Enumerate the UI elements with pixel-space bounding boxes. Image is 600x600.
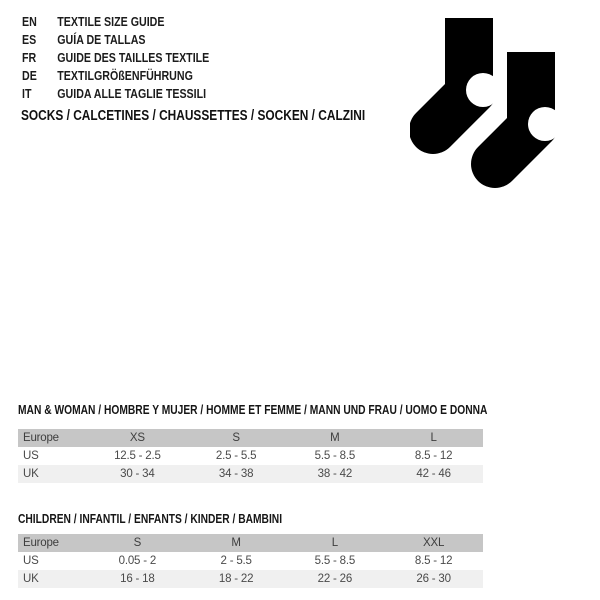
column-header-size: M [286,429,385,447]
size-value-cell: 12.5 - 2.5 [114,450,161,462]
size-value-cell: 2.5 - 5.5 [215,450,257,462]
size-value-cell: 5.5 - 8.5 [314,450,356,462]
language-code: DE [22,68,37,83]
size-value-cell: 16 - 18 [88,570,187,588]
section-title: MAN & WOMAN / HOMBRE Y MUJER / HOMME ET FEMME / MANN UND FRAU / UOMO E DONNA [18,403,488,417]
language-label: GUIDE DES TAILLES TEXTILE [57,50,210,65]
column-header-region: Europe [18,429,88,447]
region-label-cell: US [23,450,39,462]
language-title-list [22,13,209,103]
region-label-cell: UK [18,570,88,588]
language-code: EN [22,14,37,29]
size-table-man-woman [18,429,483,483]
language-row [22,85,209,103]
language-row [22,67,209,85]
sock-left-icon [433,18,500,130]
column-header-size: L [384,429,483,447]
table-row-us [18,552,483,570]
region-label-cell: UK [18,465,88,483]
language-label: GUÍA DE TALLAS [57,32,146,47]
column-header-size: XS [88,429,187,447]
region-label-cell: US [23,555,39,567]
size-value-cell: 8.5 - 12 [414,450,453,462]
size-value-cell: 26 - 30 [384,570,483,588]
size-value-cell: 5.5 - 8.5 [314,555,356,567]
sock-right-icon [495,52,560,164]
size-value-cell: 42 - 46 [384,465,483,483]
table-row-uk [18,465,483,483]
column-header-size: S [88,534,187,552]
size-value-cell: 30 - 34 [88,465,187,483]
column-header-size: M [187,534,286,552]
language-row [22,49,209,67]
size-value-cell: 2 - 5.5 [220,555,252,567]
size-value-cell: 34 - 38 [187,465,286,483]
size-value-cell: 22 - 26 [286,570,385,588]
column-header-size: S [187,429,286,447]
size-table-children [18,534,483,588]
language-label: TEXTILE SIZE GUIDE [57,14,165,29]
language-code: IT [22,86,32,101]
table-header-row [18,534,483,552]
table-row-uk [18,570,483,588]
column-header-region: Europe [18,534,88,552]
size-value-cell: 38 - 42 [286,465,385,483]
column-header-size: XXL [384,534,483,552]
language-code: ES [22,32,37,47]
language-row [22,13,209,31]
language-label: TEXTILGRÖßENFÜHRUNG [57,68,193,83]
table-header-row [18,429,483,447]
language-row [22,31,209,49]
socks-icon [410,12,560,192]
size-value-cell: 18 - 22 [187,570,286,588]
size-value-cell: 8.5 - 12 [414,555,453,567]
language-code: FR [22,50,37,65]
size-value-cell: 0.05 - 2 [118,555,157,567]
category-heading: SOCKS / CALCETINES / CHAUSSETTES / SOCKEN / CALZINI [21,108,366,124]
table-row-us [18,447,483,465]
size-table-section-man-woman [18,403,488,483]
size-table-section-children [18,512,483,588]
section-title: CHILDREN / INFANTIL / ENFANTS / KINDER / BAMBINI [18,512,283,526]
column-header-size: L [286,534,385,552]
language-label: GUIDA ALLE TAGLIE TESSILI [57,86,207,101]
